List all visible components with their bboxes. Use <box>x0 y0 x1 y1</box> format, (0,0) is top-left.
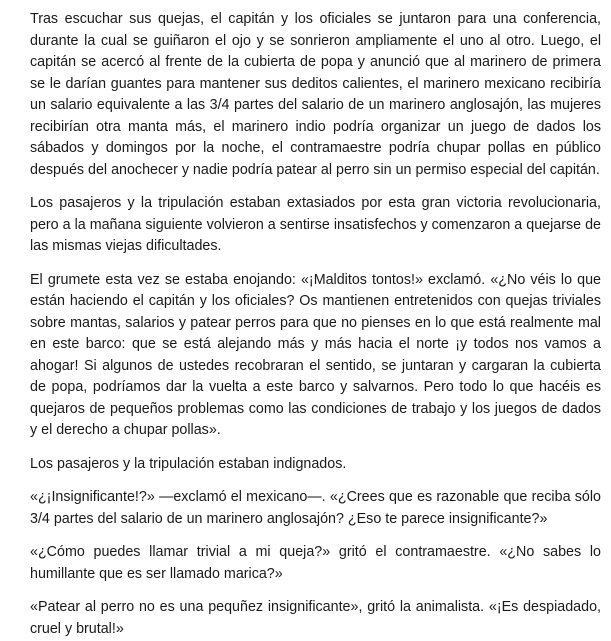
paragraph: El grumete esta vez se estaba enojando: «¡Malditos tontos!» exclamó. «¿No véis lo que están haciendo el capitán y los oficiales? Os mantienen entretenidos con quejas triviales sobre mantas, salarios y patear perros para que no pienses en lo que está realmente mal en este barco: que se está alejando más y más hacia el norte ¡y todos nos vamos a ahogar! Si algunos de ustedes recobraran el sentido, se juntaran y cargaran la cubierta de popa, podríamos dar la vuelta a este barco y salvarnos. Pero todo lo que hacéis es quejaros de pequeños problemas como las condiciones de trabajo y los juegos de dados y el derecho a chupar pollas». <box>30 271 601 438</box>
paragraph: Tras escuchar sus quejas, el capitán y los oficiales se juntaron para una conferencia, durante la cual se guiñaron el ojo y se sonrieron ampliamente el uno al otro. Luego, el capitán se acercó al frente de la cubierta de popa y anunció que al marinero de primera se le darían guantes para mantener sus deditos calientes, el marinero mexicano recibiría un salario equivalente a las 3/4 partes del salario de un marinero anglosajón, las mujeres recibirían otra manta más, el marinero indio podría organizar un juego de dados los sábados y domingos por la noche, el contramaestre podría chupar pollas en público después del anochecer y nadie podría patear al perro sin un permiso especial del capitán. <box>30 11 601 178</box>
paragraph: «Patear al perro no es una pequñez insignificante», gritó la animalista. «¡Es despiadado, cruel y brutal!» <box>30 599 601 637</box>
paragraph: Los pasajeros y la tripulación estaban indignados. <box>30 455 347 472</box>
paragraph: «¿Cómo puedes llamar trivial a mi queja?» gritó el contramaestre. «¿No sabes lo humillante que es ser llamado marica?» <box>30 544 601 582</box>
paragraph: Los pasajeros y la tripulación estaban extasiados por esta gran victoria revolucionaria, pero a la mañana siguiente volvieron a sentirse insatisfechos y comenzaron a quejarse de las mismas viejas dificultades. <box>30 195 601 254</box>
paragraph: «¿¡Insignificante!?» —exclamó el mexicano—. «¿Crees que es razonable que reciba sólo 3/4 partes del salario de un marinero anglosajón? ¿Eso te parece insignificante?» <box>30 489 601 527</box>
